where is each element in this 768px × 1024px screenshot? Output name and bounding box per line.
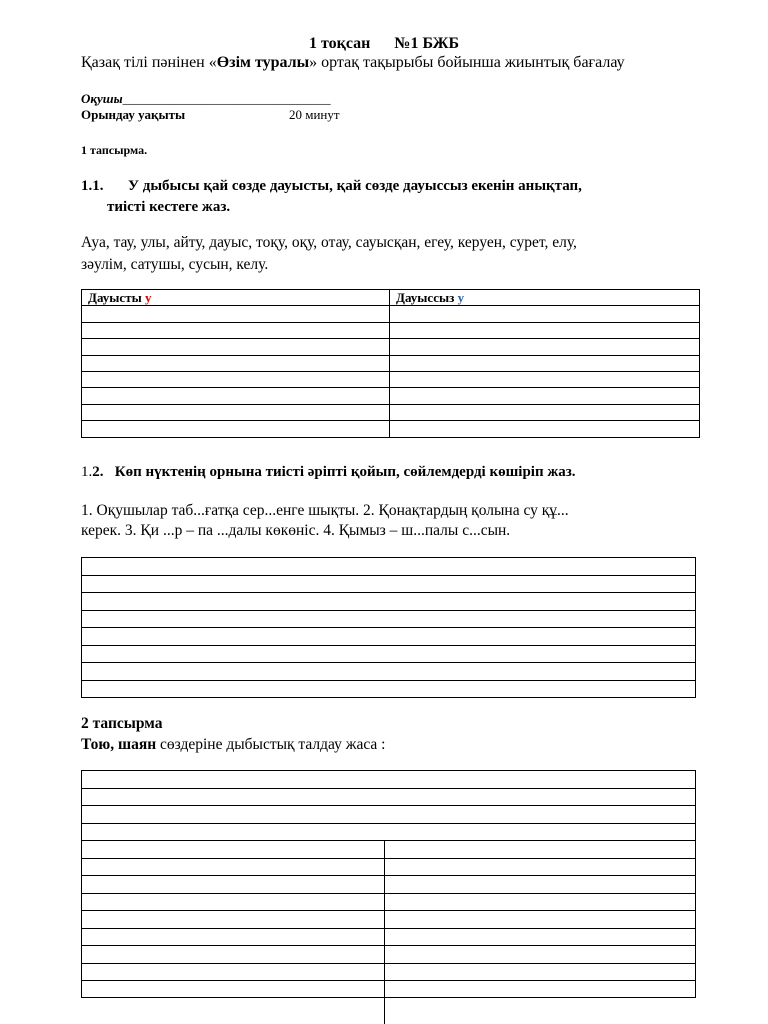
quarter-label: 1 тоқсан [308,35,371,52]
analysis-line [81,980,696,981]
vowel-consonant-table [81,289,700,438]
table-row [82,306,700,322]
writing-line [81,592,696,593]
table-header-row [82,290,700,306]
sentences: 1. Оқушылар таб...ғатқа сер...енге шықты. 2. Қонақтардың қолына су құ... [81,502,569,519]
analysis-line [81,823,696,824]
consonant-cell[interactable] [390,355,700,371]
subtitle-topic: Өзім туралы [216,54,310,71]
consonant-cell[interactable] [390,306,700,322]
consonant-cell[interactable] [390,371,700,387]
table-row [82,371,700,387]
analysis-line [81,858,696,859]
question-1-1-text-cont: тиісті кестеге жаз. [107,199,231,215]
writing-line [81,575,696,576]
task1-heading: 1 тапсырма. [81,143,148,157]
analysis-line [81,928,696,929]
table-row [82,421,700,437]
table-row [82,388,700,404]
vowel-cell[interactable] [82,306,390,322]
word-list-cont: зәулім, сатушы, сусын, келу. [81,256,269,273]
consonant-cell[interactable] [390,322,700,338]
task2-instruction: Тою, шаян сөздеріне дыбыстық талдау жаса : [81,736,386,753]
analysis-line [81,788,696,789]
question-1-2-text: Көп нүктенің орнына тиісті әріпті қойып, сөйлемдерді көшіріп жаз. [114,464,576,480]
consonant-cell[interactable] [390,421,700,437]
table-row [82,355,700,371]
table-row [82,404,700,420]
question-1-2-number-a: 1. [81,464,93,480]
writing-line [81,680,696,681]
vowel-cell[interactable] [82,339,390,355]
word-list: Ауа, тау, улы, айту, дауыс, тоқу, оқу, отау, сауысқан, егеу, керуен, сурет, елу, [81,234,577,251]
page-title [0,35,768,53]
task2-heading: 2 тапсырма [81,715,163,732]
question-1-1-number: 1.1. [81,178,104,194]
vowel-column-header: Дауысты у [82,290,390,306]
vowel-cell[interactable] [82,371,390,387]
writing-line [81,662,696,663]
question-1-1-text: У дыбысы қай сөзде дауысты, қай сөзде дауыссыз екенін анықтап, [128,178,582,194]
analysis-line [81,910,696,911]
vowel-cell[interactable] [82,404,390,420]
analysis-line [81,893,696,894]
analysis-line [81,840,696,841]
test-number: №1 БЖБ [394,35,460,52]
page-subtitle: Қазақ тілі пәнінен «Өзім туралы» ортақ тақырыбы бойынша жиынтық бағалау [81,54,625,71]
question-1-2-number-b: 2. [92,464,104,480]
sentences-cont: керек. 3. Қи ...р – па ...далы көкөніс. 4. Қымыз – ш...палы с...сын. [81,522,511,539]
student-name-line [81,91,331,107]
writing-line [81,645,696,646]
table-row [82,339,700,355]
analysis-line [81,805,696,806]
time-label: Орындау уақыты [81,107,186,122]
consonant-cell[interactable] [390,404,700,420]
student-label: Оқушы [81,91,123,106]
analysis-column-divider [384,840,385,1024]
consonant-cell[interactable] [390,388,700,404]
vowel-cell[interactable] [82,421,390,437]
vowel-cell[interactable] [82,388,390,404]
analysis-line [81,945,696,946]
question-1-2 [81,464,576,481]
vowel-cell[interactable] [82,355,390,371]
analysis-line [81,963,696,964]
analysis-line [81,875,696,876]
consonant-cell[interactable] [390,339,700,355]
time-value: 20 минут [289,107,340,122]
writing-line [81,610,696,611]
task2-words: Тою, шаян [81,736,157,753]
writing-line [81,627,696,628]
consonant-column-header: Дауыссыз у [390,290,700,306]
student-name-blank: ________________________________ [122,91,331,106]
table-row [82,322,700,338]
vowel-cell[interactable] [82,322,390,338]
